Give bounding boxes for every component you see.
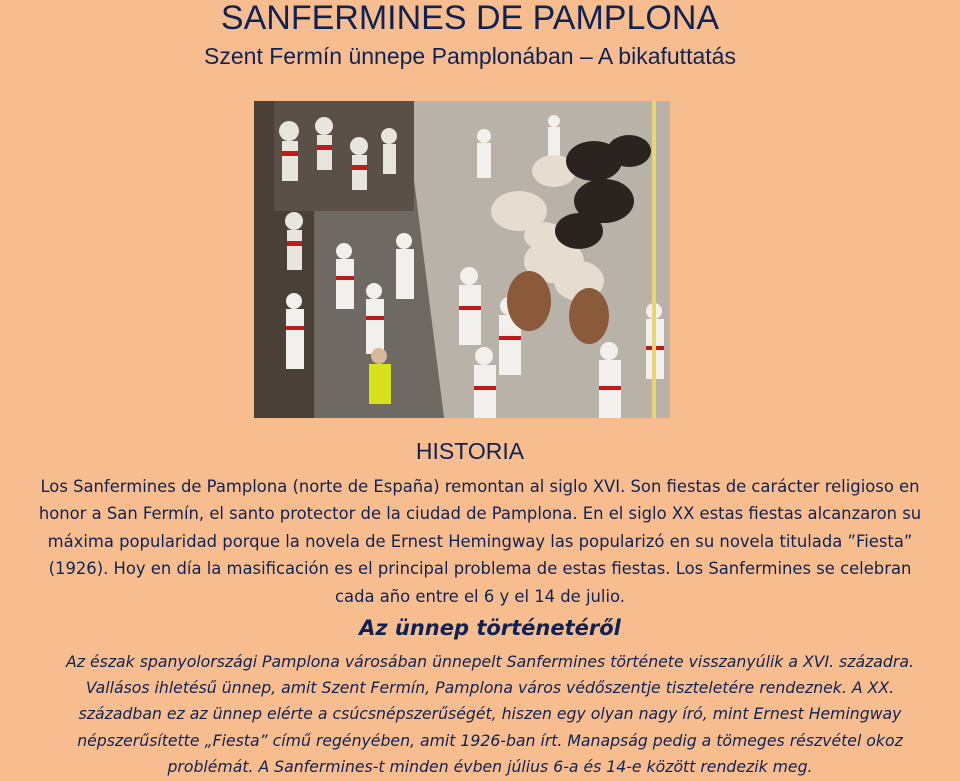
hungarian-line: népszerűsítette „Fiesta” című regényében, amit 1926-ban írt. Manapság pedig a tömeges részvétel okoz [77,730,903,750]
page-title: SANFERMINES DE PAMPLONA [220,0,720,37]
hungarian-line: problémát. A Sanfermines-t minden évben július 6-a és 14-e között rendezik meg. [167,756,813,776]
historia-line: cada año entre el 6 y el 14 de julio. [335,586,625,606]
hungarian-heading: Az ünnep történetéről [359,616,621,640]
historia-line: honor a San Fermín, el santo protector de la ciudad de Pamplona. En el siglo XX estas fiestas alcanzaron su [38,504,922,524]
historia-paragraph [4,473,956,610]
historia-line: máxima popularidad porque la novela de Ernest Hemingway las popularizó en su novela titulada ”Fiesta” [47,531,913,551]
page-subtitle: Szent Fermín ünnepe Pamplonában – A bikafuttatás [204,43,736,69]
historia-heading: HISTORIA [415,438,525,464]
historia-line: (1926). Hoy en día la masificación es el principal problema de estas fiestas. Los Sanfermines se celebran [48,559,912,579]
photo-bull-run-icon [254,101,670,418]
hungarian-line: században ez az ünnep elérte a csúcsnépszerűségét, hiszen egy olyan nagy író, mint Ernest Hemingway [78,704,902,724]
hungarian-line: Az észak spanyolországi Pamplona városában ünnepelt Sanfermines története visszanyúlik a XVI. századra. [66,652,914,671]
historia-line: Los Sanfermines de Pamplona (norte de España) remontan al siglo XVI. Son fiestas de carácter religioso en [40,477,920,496]
bull-run-photo [254,101,670,418]
hungarian-paragraph [0,649,960,780]
hungarian-line: Vallásos ihletésű ünnep, amit Szent Fermín, Pamplona város védőszentje tiszteletére rendeznek. A XX. [85,678,895,698]
